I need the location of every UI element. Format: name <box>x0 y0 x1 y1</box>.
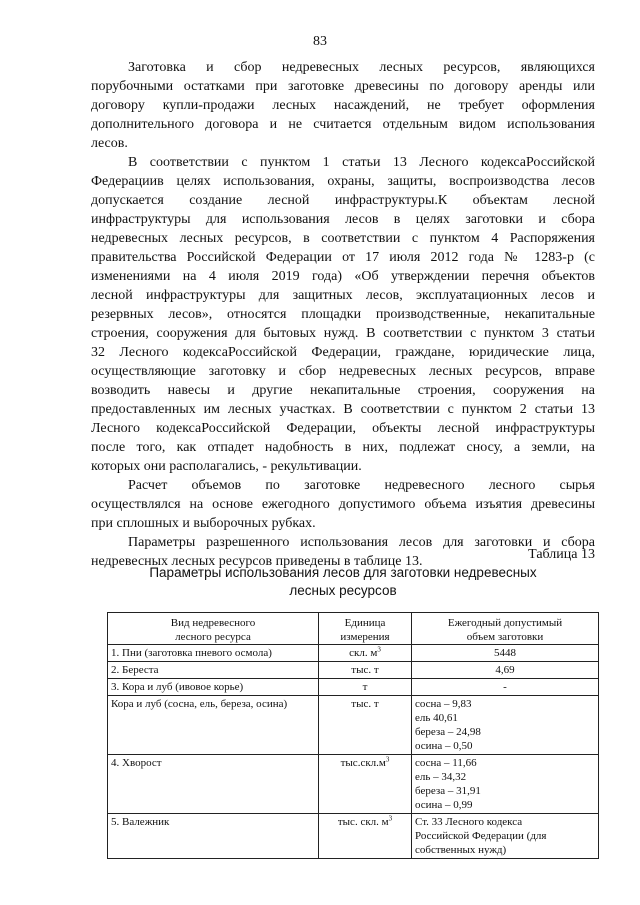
volume-line: береза – 31,91 <box>415 785 481 797</box>
unit-cell <box>319 679 412 696</box>
volume-line: ель 40,61 <box>415 712 458 724</box>
page-number: 83 <box>313 34 327 49</box>
volume-cell <box>412 679 599 696</box>
unit-text: скл. м <box>349 647 378 659</box>
unit-superscript: 3 <box>377 645 381 654</box>
paragraph-3-line: при сплошных и выборочных рубках. <box>91 516 316 531</box>
body-text <box>91 58 595 571</box>
volume-line: сосна – 11,66 <box>415 757 477 769</box>
volume-line: ель – 34,32 <box>415 771 467 783</box>
table-header-row <box>108 613 599 645</box>
volume-cell <box>412 814 599 859</box>
paragraph-2-line: строения, сооружения для бытовых нужд. В соответствии с пунктом 3 статьи <box>91 326 595 341</box>
unit-cell <box>319 645 412 662</box>
paragraph-2-line: после того, как отпадет надобность в них, подлежат сносу, а земли, на <box>91 440 595 455</box>
resource-name: 3. Кора и луб (ивовое корье) <box>108 679 319 696</box>
unit-text: тыс.скл.м <box>340 757 386 769</box>
paragraph-3-line: осуществлялся на основе ежегодного допустимого объема изъятия древесины <box>91 497 595 512</box>
volume-line: сосна – 9,83 <box>415 698 472 710</box>
header-text: Ежегодный допустимый <box>447 617 563 629</box>
volume-line: осина – 0,50 <box>415 740 473 752</box>
table-row <box>108 814 599 859</box>
paragraph-2-line: правительства Российской Федерации от 17 июля 2012 года № 1283-р (с <box>91 250 595 265</box>
volume-line: береза – 24,98 <box>415 726 481 738</box>
paragraph-1-line: лесов. <box>91 136 128 151</box>
header-text: Единица <box>344 617 386 629</box>
volume-line: 4,69 <box>495 664 515 676</box>
header-text: объем заготовки <box>466 631 544 643</box>
table-title-line: Параметры использования лесов для заготовки недревесных <box>149 565 537 580</box>
header-unit <box>319 613 412 645</box>
paragraph-1-line: порубочными остатками при заготовке древесины по договору аренды или <box>91 79 595 94</box>
table-row <box>108 755 599 814</box>
volume-cell <box>412 662 599 679</box>
paragraph-2-line: 32 Лесного кодексаРоссийской Федерации, граждане, юридические лица, <box>91 345 595 360</box>
unit-text: т <box>362 681 368 693</box>
paragraph-2-line: изменениями на 4 июля 2019 года) «Об утверждении перечня объектов <box>91 269 595 284</box>
paragraph-2-line: которых они располагались, - рекультивации. <box>91 459 362 474</box>
paragraph-2-line: Лесного кодексаРоссийской Федерации, объекты лесной инфраструктуры <box>91 421 595 436</box>
paragraph-2-line: Федерациив целях использования, охраны, защиты, воспроизводства лесов <box>91 174 595 189</box>
unit-text: тыс. скл. м <box>337 816 389 828</box>
paragraph-2-line: недревесных лесных ресурсов, в соответствии с пунктом 4 Распоряжения <box>91 231 595 246</box>
header-text: измерения <box>340 631 390 643</box>
paragraph-2-line: лесной инфраструктуры для защитных лесов, эксплуатационных лесов и <box>91 288 595 303</box>
unit-cell <box>319 696 412 755</box>
paragraph-2-line: допускается создание лесной инфраструктуры.К объектам лесной <box>91 193 595 208</box>
table-title-line: лесных ресурсов <box>289 583 397 598</box>
volume-line: 5448 <box>494 647 516 659</box>
paragraph-3-line: Расчет объемов по заготовке недревесного лесного сырья <box>128 478 595 493</box>
resource-name: 2. Береста <box>108 662 319 679</box>
table-row <box>108 645 599 662</box>
table-row <box>108 696 599 755</box>
paragraph-1-line: договору купли-продажи лесных насаждений, не требует оформления <box>91 98 595 113</box>
unit-cell <box>319 814 412 859</box>
unit-cell <box>319 662 412 679</box>
volume-line: Ст. 33 Лесного кодекса <box>415 816 523 828</box>
paragraph-4-line: недревесных лесных ресурсов приведены в таблице 13. <box>91 554 423 569</box>
header-text: Вид недревесного <box>170 617 256 629</box>
header-annual-volume <box>412 613 599 645</box>
volume-line: собственных нужд) <box>415 844 507 856</box>
resource-name: 4. Хворост <box>108 755 319 814</box>
volume-cell <box>412 696 599 755</box>
paragraph-2-line: осуществляющие заготовку и сбор недревесных лесных ресурсов, вправе <box>91 364 595 379</box>
paragraph-4-line: Параметры разрешенного использования лесов для заготовки и сбора <box>128 535 595 550</box>
resource-name: 5. Валежник <box>108 814 319 859</box>
unit-superscript: 3 <box>388 814 393 823</box>
volume-cell <box>412 755 599 814</box>
volume-cell <box>412 645 599 662</box>
unit-text: тыс. т <box>351 698 379 710</box>
paragraph-1-line: Заготовка и сбор недревесных лесных ресурсов, являющихся <box>128 60 595 75</box>
paragraph-2-line: В соответствии с пунктом 1 статьи 13 Лесного кодексаРоссийской <box>128 155 595 170</box>
paragraph-2-line: инфраструктуры для использования лесов в целях заготовки и сбора <box>91 212 595 227</box>
header-text: лесного ресурса <box>175 631 251 643</box>
header-resource-type <box>108 613 319 645</box>
table-caption <box>91 545 595 600</box>
volume-line: - <box>503 681 507 693</box>
table-row <box>108 662 599 679</box>
volume-line: осина – 0,99 <box>415 799 473 811</box>
table-row <box>108 679 599 696</box>
paragraph-2-line: предоставленных им лесных участках. В соответствии с пунктом 2 статьи 13 <box>91 402 595 417</box>
resources-table <box>107 612 599 859</box>
paragraph-2-line: резервных лесов», относятся площадки производственные, некапитальные <box>91 307 595 322</box>
volume-line: Российской Федерации (для <box>415 830 547 842</box>
table-label: Таблица 13 <box>528 547 595 562</box>
resource-name: 1. Пни (заготовка пневого осмола) <box>108 645 319 662</box>
unit-cell <box>319 755 412 814</box>
paragraph-2-line: возводить навесы и другие некапитальные строения, сооружения на <box>91 383 595 398</box>
paragraph-1-line: дополнительного договора и не считается отдельным видом использования <box>91 117 595 132</box>
resource-name: Кора и луб (сосна, ель, береза, осина) <box>108 696 319 755</box>
unit-text: тыс. т <box>351 664 379 676</box>
unit-superscript: 3 <box>385 755 390 764</box>
